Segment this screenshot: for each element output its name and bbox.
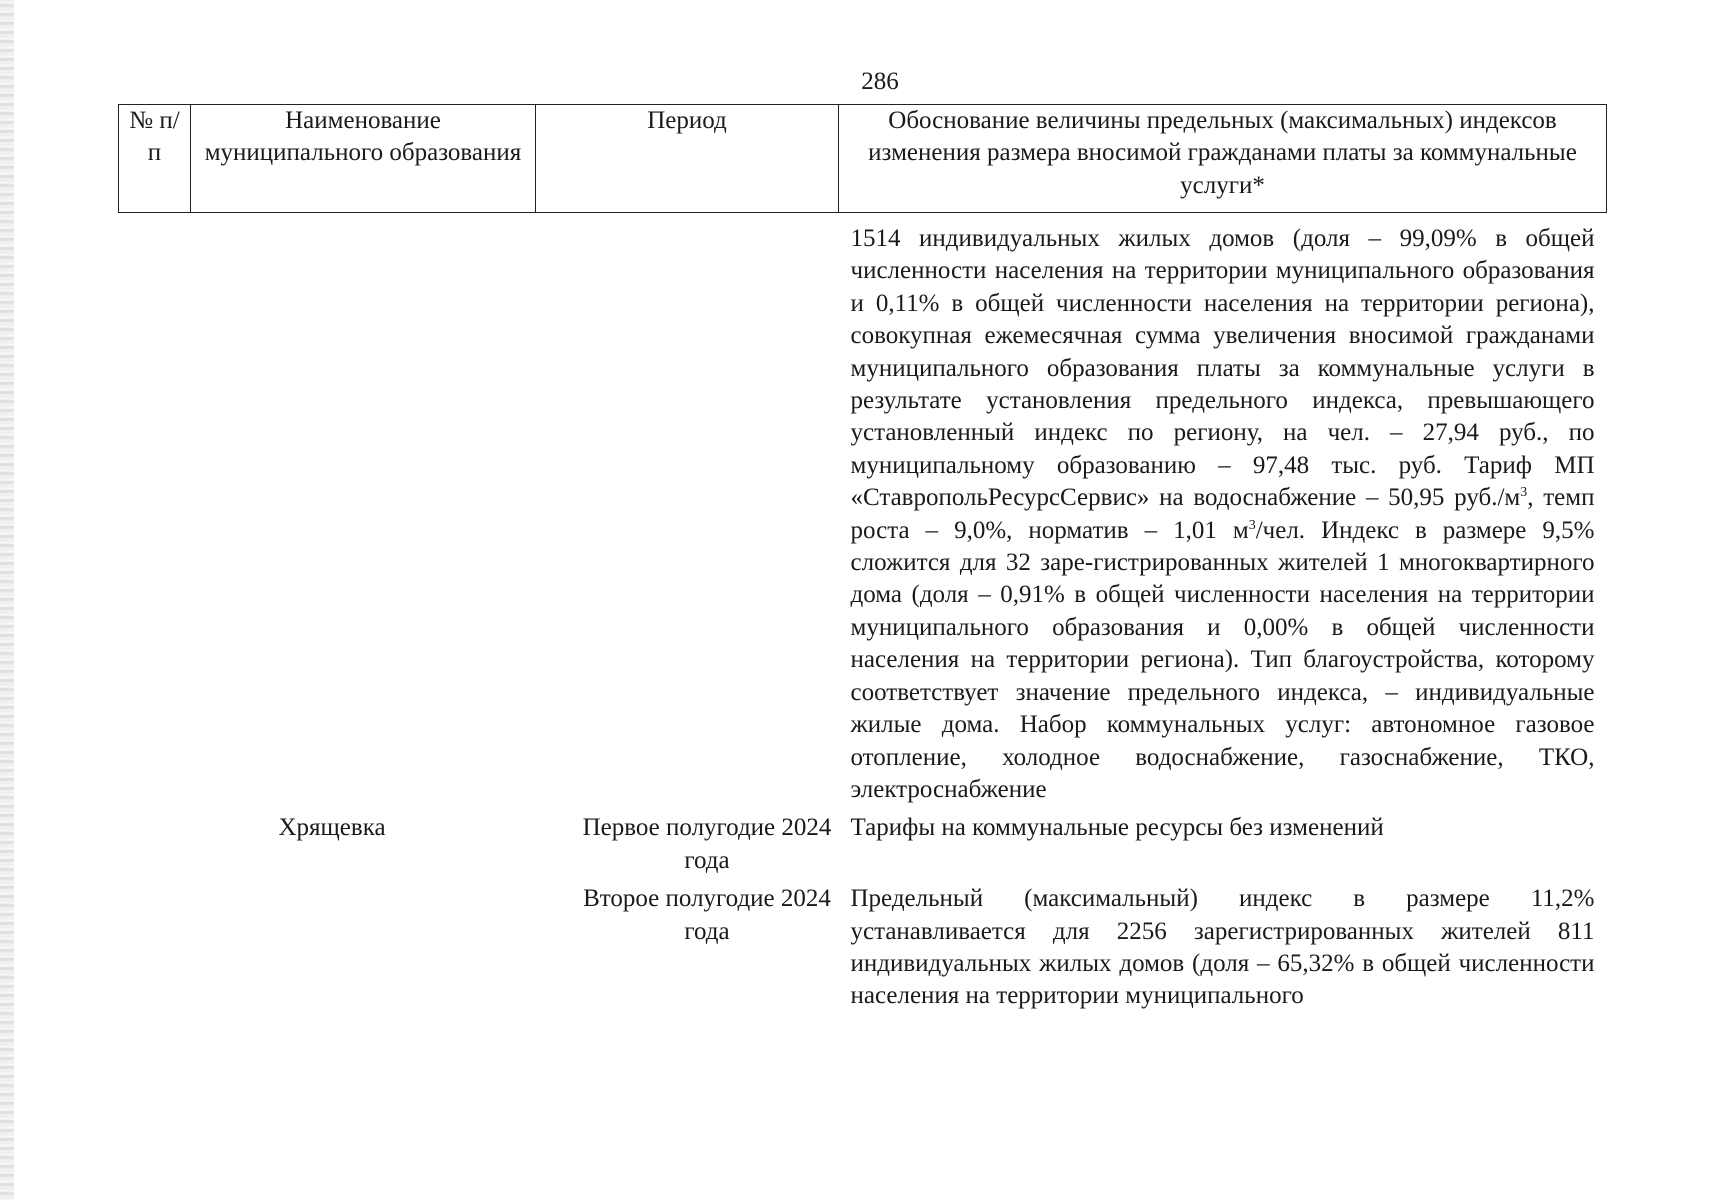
period-first-half: Первое полугодие 2024 года <box>582 814 832 874</box>
table-header-row <box>119 105 1607 213</box>
table-row <box>119 877 1607 1013</box>
header-number: № п/п <box>119 105 191 213</box>
header-period: Период <box>536 105 839 213</box>
table-row <box>119 213 1607 807</box>
justification-second-half: Предельный (максимальный) индекс в размере 11,2% устанавливается для 2256 зарегистрированных жителей 811 индивидуальных жилых домов (доля – 65,32% в общей численности населения на территории муниципального <box>850 885 1595 1010</box>
header-justification: Обоснование величины предельных (максимальных) индексов изменения размера вносимой гражданами платы за коммунальные услуги* <box>839 105 1607 213</box>
tariff-table <box>118 104 1607 1013</box>
scan-edge-artifact <box>0 0 14 1200</box>
page-number: 286 <box>861 68 899 95</box>
municipality-name: Хрящевка <box>278 814 386 842</box>
table-row <box>119 806 1607 877</box>
justification-paragraph: 1514 индивидуальных жилых домов (доля – 99,09% в общей численности населения на территории муниципального образования и 0,11% в общей численности населения на территории региона), совокупная ежемесячная сумма увеличения вносимой гражданами муниципального образования платы за коммунальные услуги в результате установления предельного индекса, превышающего установленный индекс по региону, на чел. – 27,94 руб., по муниципальному образованию – 97,48 тыс. руб. Тариф МП «СтавропольРесурсСервис» на водоснабжение – 50,95 $руб./м^3$, темп роста – 9,0%, норматив – 1,01 $м^3$/чел. Индекс в размере 9,5% сложится для 32 заре-гистрированных жителей 1 многоквартирного дома (доля – 0,91% в общей численности населения на территории муниципального образования и 0,00% в общей численности населения на территории региона). Тип благоустройства, которому соответствует значение предельного индекса, – индивидуальные жилые дома. Набор коммунальных услуг: автономное газовое отопление, холодное водоснабжение, газоснабжение, ТКО, электроснабжение <box>850 225 1595 803</box>
justification-text-continued <box>839 213 1607 807</box>
period-second-half: Второе полугодие 2024 года <box>583 885 831 945</box>
justification-first-half: Тарифы на коммунальные ресурсы без изменений <box>850 814 1384 842</box>
header-municipality: Наименование муниципального образования <box>191 105 536 213</box>
